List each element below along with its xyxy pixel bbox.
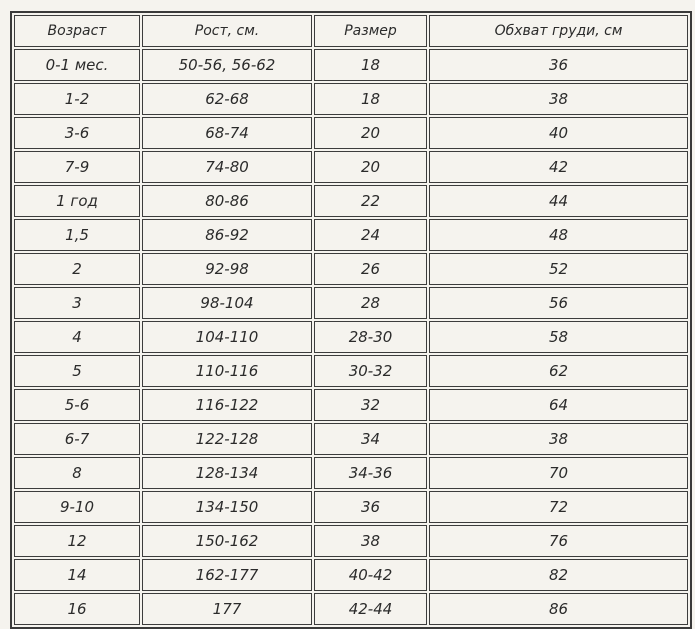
table-row [14,355,688,387]
cell-age: 1 год [14,185,140,217]
header-age: Возраст [14,15,140,47]
cell-size: 32 [314,389,427,421]
table-row [14,423,688,455]
cell-height: 68-74 [142,117,312,149]
cell-size: 34-36 [314,457,427,489]
cell-size: 34 [314,423,427,455]
cell-size: 18 [314,49,427,81]
cell-chest: 70 [429,457,688,489]
cell-size: 42-44 [314,593,427,625]
cell-height: 62-68 [142,83,312,115]
header-height: Рост, см. [142,15,312,47]
cell-chest: 38 [429,423,688,455]
cell-age: 12 [14,525,140,557]
cell-height: 104-110 [142,321,312,353]
cell-chest: 58 [429,321,688,353]
cell-age: 1-2 [14,83,140,115]
table-row [14,117,688,149]
cell-chest: 52 [429,253,688,285]
cell-chest: 62 [429,355,688,387]
table-row [14,389,688,421]
table-row [14,49,688,81]
table-header-row [14,15,688,47]
cell-age: 16 [14,593,140,625]
cell-age: 3 [14,287,140,319]
cell-chest: 56 [429,287,688,319]
cell-size: 36 [314,491,427,523]
cell-age: 8 [14,457,140,489]
table-row [14,151,688,183]
table-row [14,287,688,319]
cell-size: 26 [314,253,427,285]
table-body [14,49,688,625]
cell-size: 18 [314,83,427,115]
cell-height: 50-56, 56-62 [142,49,312,81]
table-row [14,83,688,115]
cell-height: 92-98 [142,253,312,285]
cell-age: 9-10 [14,491,140,523]
table-row [14,491,688,523]
cell-chest: 40 [429,117,688,149]
cell-height: 74-80 [142,151,312,183]
cell-age: 0-1 мес. [14,49,140,81]
table-row [14,321,688,353]
cell-chest: 72 [429,491,688,523]
cell-height: 98-104 [142,287,312,319]
cell-height: 177 [142,593,312,625]
cell-chest: 48 [429,219,688,251]
cell-chest: 86 [429,593,688,625]
cell-size: 40-42 [314,559,427,591]
cell-chest: 38 [429,83,688,115]
table-row [14,185,688,217]
cell-chest: 82 [429,559,688,591]
header-chest: Обхват груди, см [429,15,688,47]
cell-size: 28 [314,287,427,319]
cell-age: 1,5 [14,219,140,251]
cell-chest: 64 [429,389,688,421]
cell-size: 38 [314,525,427,557]
cell-height: 150-162 [142,525,312,557]
cell-age: 6-7 [14,423,140,455]
cell-age: 5 [14,355,140,387]
cell-size: 24 [314,219,427,251]
cell-height: 110-116 [142,355,312,387]
cell-height: 134-150 [142,491,312,523]
cell-chest: 36 [429,49,688,81]
cell-age: 4 [14,321,140,353]
table-row [14,253,688,285]
cell-age: 14 [14,559,140,591]
cell-size: 20 [314,117,427,149]
size-chart-table [10,11,692,629]
table-row [14,525,688,557]
cell-age: 3-6 [14,117,140,149]
table-row [14,219,688,251]
cell-chest: 76 [429,525,688,557]
cell-height: 80-86 [142,185,312,217]
cell-height: 86-92 [142,219,312,251]
cell-age: 5-6 [14,389,140,421]
cell-height: 122-128 [142,423,312,455]
cell-height: 116-122 [142,389,312,421]
table-row [14,457,688,489]
cell-size: 30-32 [314,355,427,387]
cell-age: 7-9 [14,151,140,183]
header-size: Размер [314,15,427,47]
cell-age: 2 [14,253,140,285]
cell-height: 162-177 [142,559,312,591]
table-row [14,559,688,591]
cell-chest: 44 [429,185,688,217]
cell-size: 20 [314,151,427,183]
cell-height: 128-134 [142,457,312,489]
cell-size: 28-30 [314,321,427,353]
table-row [14,593,688,625]
cell-chest: 42 [429,151,688,183]
cell-size: 22 [314,185,427,217]
